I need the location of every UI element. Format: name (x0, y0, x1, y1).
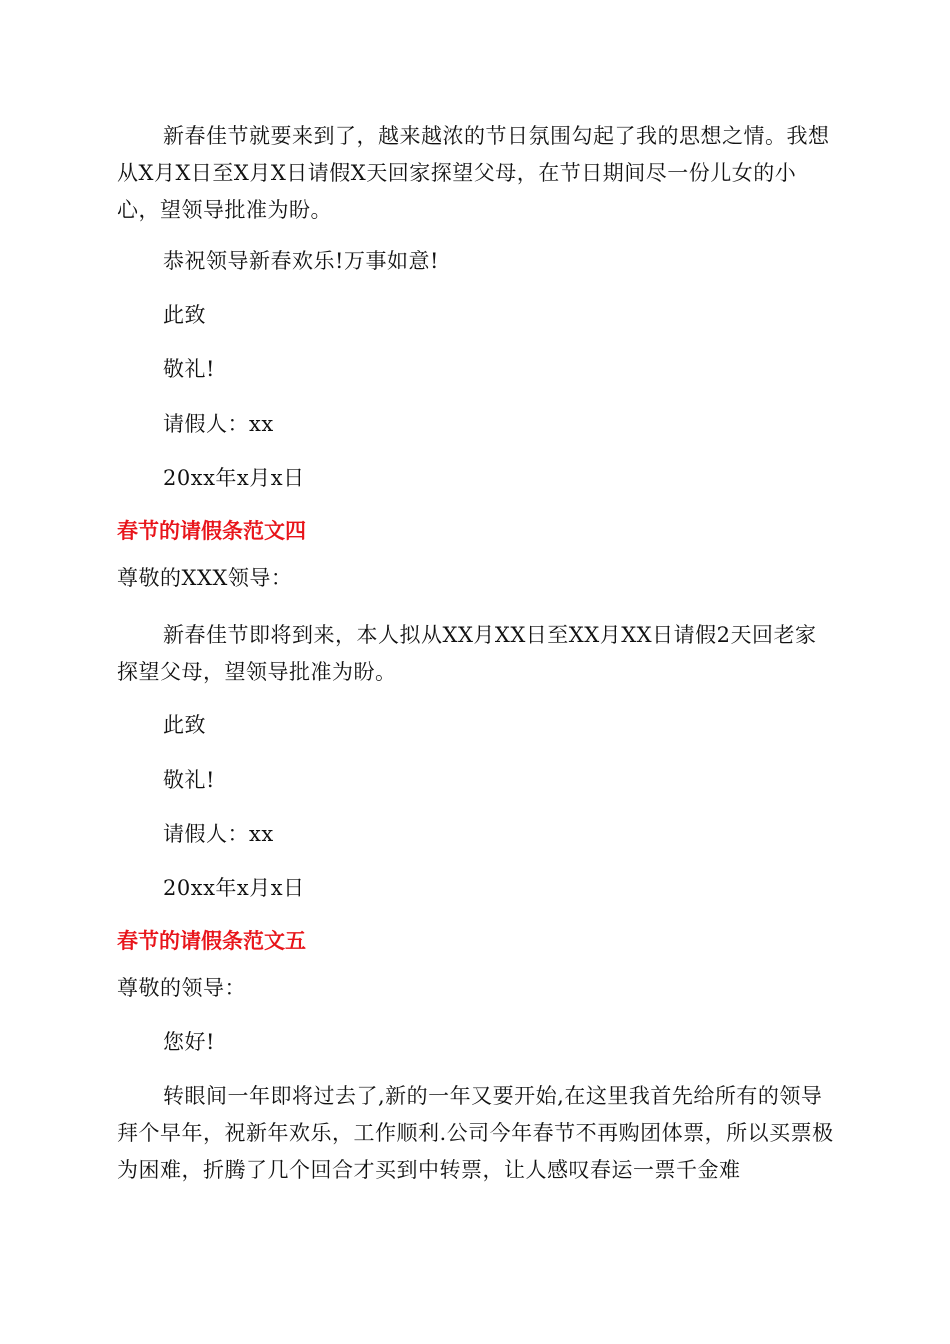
section5-salutation: 尊敬的领导： (117, 976, 246, 1000)
section4-closing-2: 敬礼! (163, 768, 215, 792)
section4-signer: 请假人：xx (163, 822, 274, 846)
section4-body: 新春佳节即将到来，本人拟从XX月XX日至XX月XX日请假2天回老家探望父母，望领导批准为盼。 (117, 623, 817, 684)
section3-date: 20xx年x月x日 (163, 466, 305, 490)
section4-closing-1: 此致 (163, 713, 206, 737)
section3-signer: 请假人：xx (163, 412, 274, 436)
section5-greeting: 您好! (163, 1030, 215, 1054)
section3-body: 新春佳节就要来到了，越来越浓的节日氛围勾起了我的思想之情。我想从X月X日至X月X日请假X天回家探望父母，在节日期间尽一份儿女的小心，望领导批准为盼。 (117, 124, 830, 222)
section3-wish: 恭祝领导新春欢乐!万事如意! (163, 249, 439, 273)
section3-closing-1: 此致 (163, 303, 206, 327)
section5-heading: 春节的请假条范文五 (117, 929, 306, 953)
section4-salutation: 尊敬的XXX领导： (117, 566, 293, 590)
section4-date: 20xx年x月x日 (163, 876, 305, 900)
section4-heading: 春节的请假条范文四 (117, 519, 306, 543)
section5-body: 转眼间一年即将过去了,新的一年又要开始,在这里我首先给所有的领导拜个早年，祝新年欢乐，工作顺利.公司今年春节不再购团体票，所以买票极为困难，折腾了几个回合才买到中转票，让人感叹春运一票千金难 (117, 1084, 834, 1182)
section3-closing-2: 敬礼! (163, 357, 215, 381)
